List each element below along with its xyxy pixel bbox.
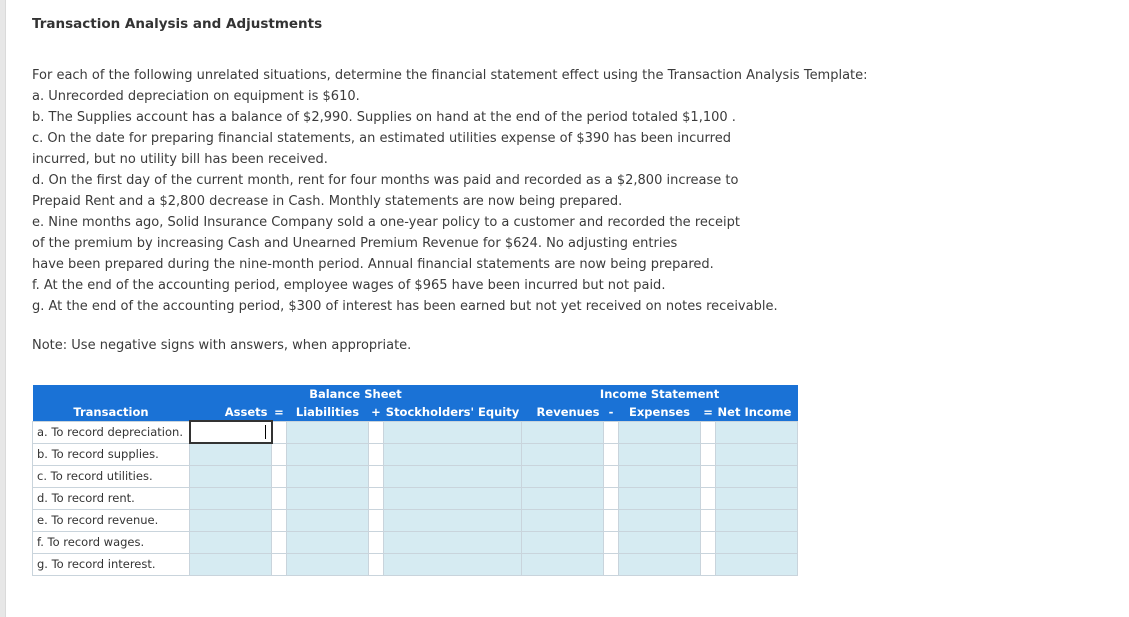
revenues-input[interactable] — [522, 465, 604, 487]
operator-spacer — [604, 553, 619, 575]
problem-line: incurred, but no utility bill has been received. — [32, 152, 328, 167]
operator-spacer — [369, 553, 384, 575]
net-income-input[interactable] — [716, 421, 798, 443]
expenses-input[interactable] — [619, 487, 701, 509]
table-row — [33, 465, 798, 487]
operator-spacer — [369, 443, 384, 465]
operator-spacer — [369, 531, 384, 553]
transaction-label: a. To record depreciation. — [33, 421, 190, 443]
expenses-header: Expenses — [619, 403, 701, 421]
operator-spacer — [272, 509, 287, 531]
balance-sheet-group-header: Balance Sheet — [190, 385, 522, 403]
expenses-input[interactable] — [619, 509, 701, 531]
operator-spacer — [272, 465, 287, 487]
transaction-label: e. To record revenue. — [33, 509, 190, 531]
plus-operator: + — [369, 403, 384, 421]
revenues-input[interactable] — [522, 443, 604, 465]
liabilities-input[interactable] — [287, 531, 369, 553]
transaction-analysis-template — [32, 385, 798, 576]
equity-input[interactable] — [384, 465, 522, 487]
transaction-label: d. To record rent. — [33, 487, 190, 509]
equity-input[interactable] — [384, 421, 522, 443]
operator-spacer — [701, 421, 716, 443]
net-income-input[interactable] — [716, 531, 798, 553]
problem-intro: For each of the following unrelated situations, determine the financial statement effect using the Transaction Analysis Template: — [32, 68, 868, 83]
text-cursor — [265, 425, 266, 439]
liabilities-input[interactable] — [287, 421, 369, 443]
revenues-input[interactable] — [522, 421, 604, 443]
stockholders-equity-header: Stockholders' Equity — [384, 403, 522, 421]
operator-spacer — [604, 421, 619, 443]
liabilities-input[interactable] — [287, 465, 369, 487]
net-income-input[interactable] — [716, 443, 798, 465]
problem-line: Prepaid Rent and a $2,800 decrease in Cash. Monthly statements are now being prepared. — [32, 194, 623, 209]
table-row — [33, 531, 798, 553]
table-row — [33, 443, 798, 465]
operator-spacer — [369, 487, 384, 509]
net-income-input[interactable] — [716, 553, 798, 575]
operator-spacer — [272, 443, 287, 465]
operator-spacer — [701, 487, 716, 509]
problem-line: of the premium by increasing Cash and Unearned Premium Revenue for $624. No adjusting entries — [32, 236, 678, 251]
problem-line: e. Nine months ago, Solid Insurance Company sold a one-year policy to a customer and recorded the receipt — [32, 215, 740, 230]
liabilities-input[interactable] — [287, 487, 369, 509]
revenues-input[interactable] — [522, 487, 604, 509]
net-income-input[interactable] — [716, 487, 798, 509]
revenues-input[interactable] — [522, 531, 604, 553]
problem-line: a. Unrecorded depreciation on equipment is $610. — [32, 89, 360, 104]
equals-operator: = — [701, 403, 716, 421]
left-margin-rule — [0, 0, 6, 617]
revenues-input[interactable] — [522, 553, 604, 575]
minus-operator: - — [604, 403, 619, 421]
liabilities-input[interactable] — [287, 443, 369, 465]
equity-input[interactable] — [384, 553, 522, 575]
page-title: Transaction Analysis and Adjustments — [32, 16, 323, 32]
assets-input[interactable] — [190, 487, 272, 509]
note-text: Note: Use negative signs with answers, when appropriate. — [32, 338, 412, 353]
equity-input[interactable] — [384, 443, 522, 465]
expenses-input[interactable] — [619, 553, 701, 575]
operator-spacer — [701, 553, 716, 575]
operator-spacer — [369, 465, 384, 487]
transaction-label: c. To record utilities. — [33, 465, 190, 487]
transaction-header: Transaction — [33, 403, 190, 421]
operator-spacer — [604, 487, 619, 509]
expenses-input[interactable] — [619, 421, 701, 443]
problem-line: f. At the end of the accounting period, employee wages of $965 have been incurred but not paid. — [32, 278, 666, 293]
income-statement-group-header: Income Statement — [522, 385, 798, 403]
net-income-header: Net Income — [716, 403, 798, 421]
equity-input[interactable] — [384, 531, 522, 553]
assets-input[interactable] — [190, 443, 272, 465]
table-row — [33, 421, 798, 443]
operator-spacer — [604, 531, 619, 553]
operator-spacer — [369, 421, 384, 443]
operator-spacer — [272, 553, 287, 575]
operator-spacer — [369, 509, 384, 531]
liabilities-input[interactable] — [287, 509, 369, 531]
problem-text — [32, 65, 892, 317]
operator-spacer — [604, 465, 619, 487]
operator-spacer — [701, 465, 716, 487]
net-income-input[interactable] — [716, 509, 798, 531]
assets-input[interactable] — [190, 531, 272, 553]
operator-spacer — [272, 421, 287, 443]
expenses-input[interactable] — [619, 531, 701, 553]
assets-input[interactable] — [190, 509, 272, 531]
operator-spacer — [701, 443, 716, 465]
operator-spacer — [272, 531, 287, 553]
problem-line: have been prepared during the nine-month period. Annual financial statements are now being prepared. — [32, 257, 714, 272]
problem-line: c. On the date for preparing financial statements, an estimated utilities expense of $390 has been incurred — [32, 131, 731, 146]
table-row — [33, 487, 798, 509]
operator-spacer — [701, 509, 716, 531]
operator-spacer — [701, 531, 716, 553]
problem-line: d. On the first day of the current month, rent for four months was paid and recorded as a $2,800 increase to — [32, 173, 739, 188]
expenses-input[interactable] — [619, 443, 701, 465]
assets-header: Assets — [190, 403, 272, 421]
equity-input[interactable] — [384, 509, 522, 531]
table-row — [33, 553, 798, 575]
equals-operator: = — [272, 403, 287, 421]
liabilities-header: Liabilities — [287, 403, 369, 421]
operator-spacer — [604, 509, 619, 531]
revenues-input[interactable] — [522, 509, 604, 531]
expenses-input[interactable] — [619, 465, 701, 487]
transaction-label: f. To record wages. — [33, 531, 190, 553]
operator-spacer — [604, 443, 619, 465]
net-income-input[interactable] — [716, 465, 798, 487]
table-row — [33, 509, 798, 531]
operator-spacer — [272, 487, 287, 509]
equity-input[interactable] — [384, 487, 522, 509]
assets-input[interactable] — [190, 421, 272, 443]
liabilities-input[interactable] — [287, 553, 369, 575]
assets-input[interactable] — [190, 465, 272, 487]
problem-line: b. The Supplies account has a balance of $2,990. Supplies on hand at the end of the period totaled $1,100 . — [32, 110, 736, 125]
revenues-header: Revenues — [522, 403, 604, 421]
assets-input[interactable] — [190, 553, 272, 575]
problem-line: g. At the end of the accounting period, $300 of interest has been earned but not yet received on notes receivable. — [32, 299, 778, 314]
transaction-label: b. To record supplies. — [33, 443, 190, 465]
transaction-label: g. To record interest. — [33, 553, 190, 575]
